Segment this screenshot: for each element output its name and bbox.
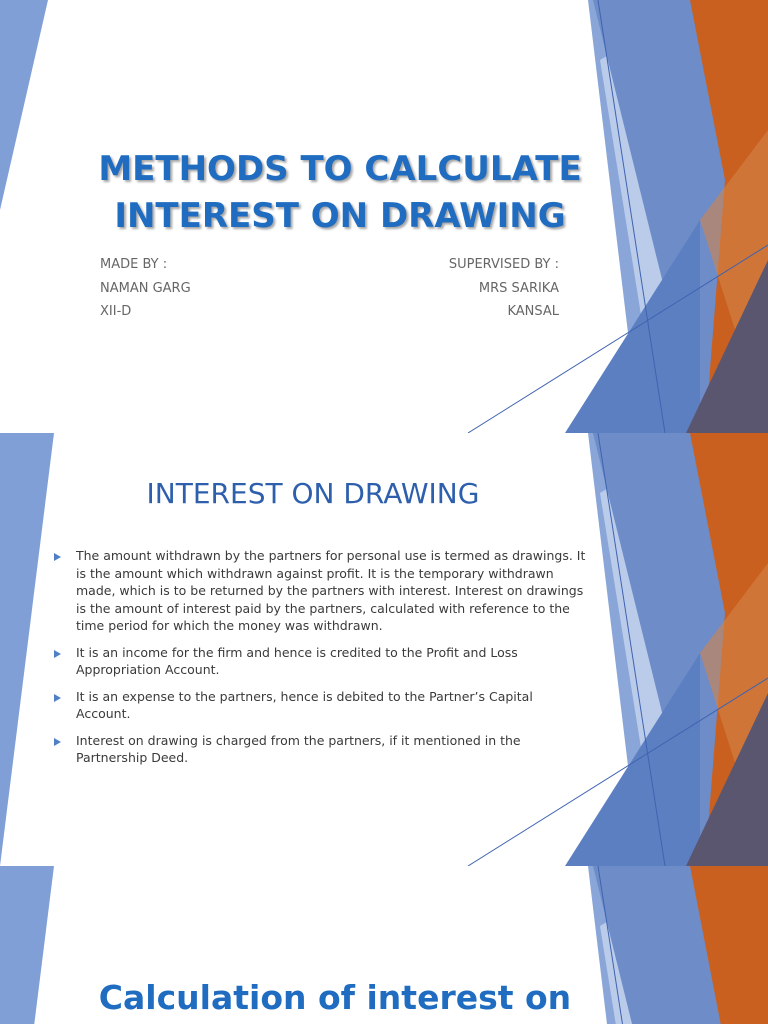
bullet-arrow-icon bbox=[54, 650, 61, 658]
slide-heading: Calculation of interest on bbox=[98, 978, 572, 1017]
bullet-item bbox=[54, 644, 588, 679]
bullet-item bbox=[54, 547, 588, 635]
slide-heading: INTEREST ON DRAWING bbox=[146, 477, 480, 510]
title-line-2: INTEREST ON DRAWING bbox=[114, 195, 566, 236]
presentation-title bbox=[40, 146, 640, 240]
slide-1 bbox=[0, 0, 768, 433]
bullet-text: Interest on drawing is charged from the partners, if it mentioned in the Partnership Deed. bbox=[76, 732, 521, 765]
bullet-item bbox=[54, 732, 588, 767]
bullet-arrow-icon bbox=[54, 553, 61, 561]
author-name: NAMAN GARG bbox=[100, 280, 191, 296]
supervisor-name: MRS SARIKA KANSAL bbox=[478, 280, 559, 319]
bullet-list bbox=[54, 547, 588, 776]
made-by-label: MADE BY : bbox=[100, 257, 168, 272]
bullet-arrow-icon bbox=[54, 694, 61, 702]
supervised-by-label: SUPERVISED BY : bbox=[448, 257, 559, 272]
made-by-block bbox=[100, 253, 191, 324]
title-line-1: METHODS TO CALCULATE bbox=[98, 149, 582, 189]
slide-3 bbox=[0, 866, 768, 1024]
bullet-text: The amount withdrawn by the partners for personal use is termed as drawings. It is the amount which withdrawn against profit. It is the temporary withdrawn made, which is to be returned by the partners with interest. Interest on drawings is the amount of interest paid by the partners, calculated with reference to the time period for which the money was withdrawn. bbox=[76, 548, 586, 633]
bullet-arrow-icon bbox=[54, 738, 61, 746]
left-accent-shape bbox=[0, 433, 54, 866]
supervised-by-block bbox=[431, 253, 559, 324]
slide-2 bbox=[0, 433, 768, 866]
bullet-text: It is an income for the firm and hence is credited to the Profit and Loss Appropriation Account. bbox=[76, 644, 518, 677]
bullet-item bbox=[54, 688, 588, 723]
author-class: XII-D bbox=[100, 304, 132, 319]
bullet-text: It is an expense to the partners, hence is debited to the Partner’s Capital Account. bbox=[76, 688, 533, 721]
